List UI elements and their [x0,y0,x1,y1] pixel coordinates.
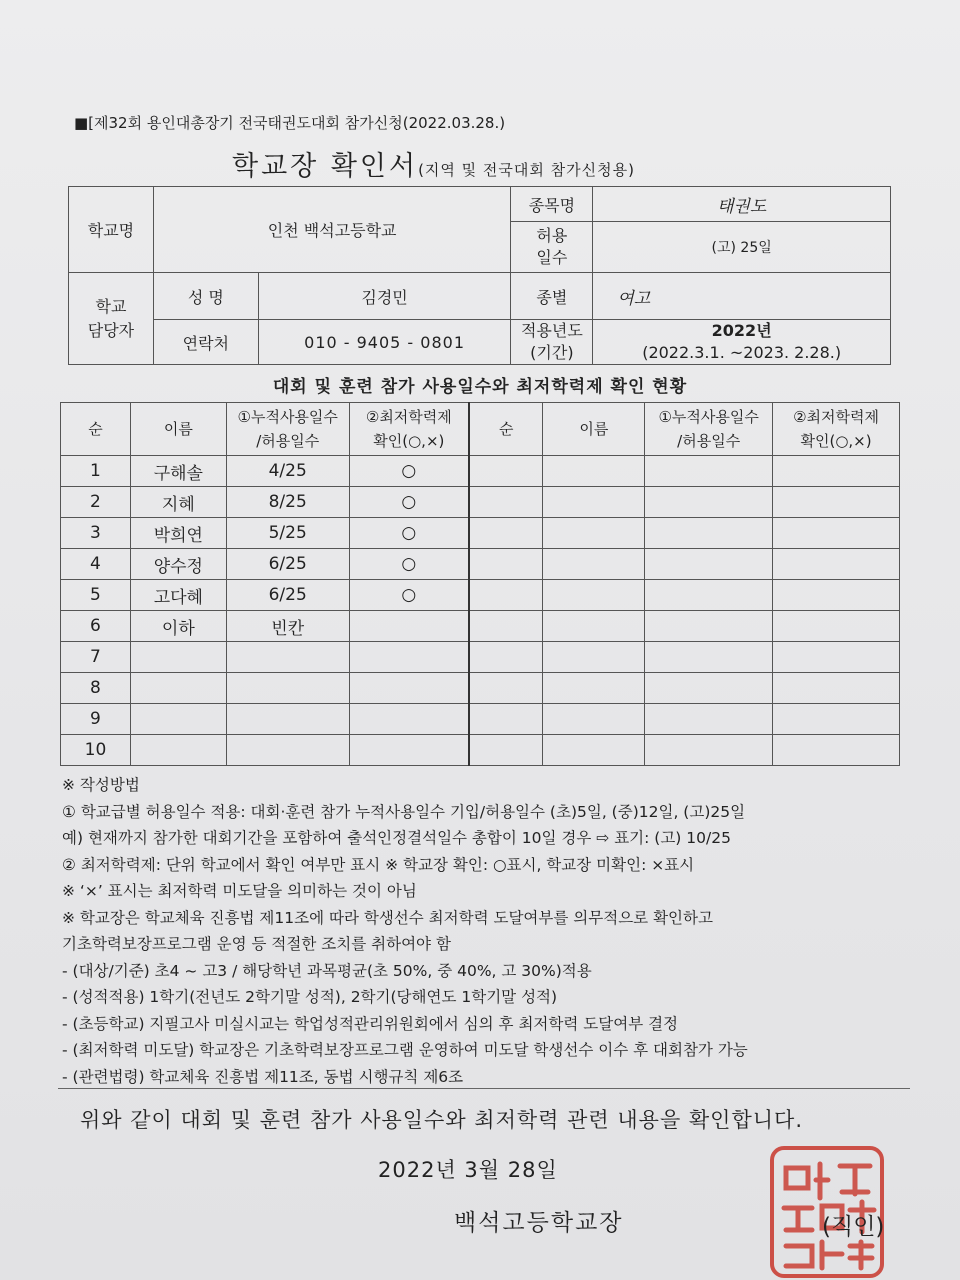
row-name: 지혜 [130,487,226,518]
row-no: 7 [61,642,131,673]
row-no-right [469,673,543,704]
row-days [226,673,349,704]
row-no: 2 [61,487,131,518]
row-days: 5/25 [226,518,349,549]
header-name: 이름 [130,403,226,456]
row-days-right [645,642,773,673]
row-no-right [469,549,543,580]
event-label: 종목명 [511,187,593,222]
row-name-right [543,673,645,704]
title-main: 학교장 확인서 [232,151,419,182]
contact-group-label: 학교 담당자 [69,273,154,365]
row-days [226,704,349,735]
row-no-right [469,611,543,642]
row-name-right [543,549,645,580]
row-no: 6 [61,611,131,642]
row-check [349,735,469,766]
row-check [349,704,469,735]
row-name-right [543,611,645,642]
row-name [130,642,226,673]
allowed-days-value: (고) 25일 [593,222,891,273]
category-label: 종별 [511,273,593,320]
allowed-days-label: 허용 일수 [511,222,593,273]
table-row [61,487,900,518]
row-check: ○ [349,518,469,549]
row-check [349,673,469,704]
row-no-right [469,642,543,673]
row-no-right [469,487,543,518]
note-line: - (관련법령) 학교체육 진흥법 제11조, 동법 시행규칙 제6조 [62,1067,464,1086]
name-value: 김경민 [258,273,511,320]
header-check-right: ②최저학력제 확인(○,×) [773,403,900,456]
title-sub: (지역 및 전국대회 참가신청용) [418,161,635,179]
phone-label: 연락처 [153,320,258,365]
row-check-right [773,735,900,766]
row-days-right [645,518,773,549]
row-days [226,735,349,766]
row-days-right [645,704,773,735]
header-days: ①누적사용일수 /허용일수 [226,403,349,456]
table-row [61,611,900,642]
row-name [130,704,226,735]
info-table [68,186,891,365]
row-name: 고다혜 [130,580,226,611]
school-value: 인천 백석고등학교 [153,187,511,273]
participation-table-body [61,403,900,766]
row-name: 구해솔 [130,456,226,487]
row-days [226,642,349,673]
note-line: ① 학교급별 허용일수 적용: 대회·훈련 참가 누적사용일수 기입/허용일수 (초)5일, (중)12일, (고)25일 [62,802,746,821]
table-row [61,456,900,487]
row-days-right [645,611,773,642]
note-line: - (초등학교) 지필고사 미실시교는 학업성적관리위원회에서 심의 후 최저학력 도달여부 결정 [62,1014,679,1033]
period-value: (2022.3.1. ~2023. 2.28.) [642,343,842,362]
row-no-right [469,580,543,611]
row-no-right [469,704,543,735]
writing-instructions [62,772,748,1090]
row-days-right [645,487,773,518]
row-no-right [469,735,543,766]
header-no-right: 순 [469,403,543,456]
row-days-right [645,735,773,766]
name-label: 성 명 [153,273,258,320]
document-title [232,144,635,183]
phone-value: 010 - 9405 - 0801 [258,320,511,365]
row-check: ○ [349,580,469,611]
table-row [61,518,900,549]
note-line: ※ 작성방법 [62,776,140,794]
header-note: ■[제32회 용인대총장기 전국태권도대회 참가신청(2022.03.28.) [74,114,506,132]
table-row [61,673,900,704]
header-days-right: ①누적사용일수 /허용일수 [645,403,773,456]
row-check-right [773,580,900,611]
row-name-right [543,487,645,518]
row-name: 이하 [130,611,226,642]
row-name-right [543,735,645,766]
seal-mark: (직인) [822,1214,885,1240]
table-row [61,735,900,766]
participation-table [60,402,900,766]
table-row [61,642,900,673]
note-line: - (대상/기준) 초4 ~ 고3 / 해당학년 과목평균(초 50%, 중 40%, 고 30%)적용 [62,961,592,980]
row-name-right [543,518,645,549]
note-line: - (성적적용) 1학기(전년도 2학기말 성적), 2학기(당해연도 1학기말 성적) [62,988,558,1006]
year-label: 적용년도 (기간) [511,320,593,365]
row-name [130,735,226,766]
note-line: ※ 학교장은 학교체육 진흥법 제11조에 따라 학생선수 최저학력 도달여부를 의무적으로 확인하고 [62,908,713,927]
row-no: 4 [61,549,131,580]
table-header-row [61,403,900,456]
header-no: 순 [61,403,131,456]
row-days: 4/25 [226,456,349,487]
row-no: 1 [61,456,131,487]
row-days-right [645,580,773,611]
row-days: 6/25 [226,549,349,580]
year-cell [593,320,891,365]
row-check [349,642,469,673]
table-row [61,549,900,580]
row-days-right [645,549,773,580]
header-name-right: 이름 [543,403,645,456]
section-title: 대회 및 훈련 참가 사용일수와 최저학력제 확인 현황 [272,377,688,397]
confirmation-date: 2022년 3월 28일 [378,1158,558,1182]
row-check-right [773,611,900,642]
row-check-right [773,549,900,580]
row-no: 8 [61,673,131,704]
row-no-right [469,518,543,549]
note-line: ② 최저학력제: 단위 학교에서 확인 여부만 표시 ※ 학교장 확인: ○표시, 학교장 미확인: ×표시 [62,855,695,874]
row-check: ○ [349,487,469,518]
row-check: ○ [349,456,469,487]
row-no: 5 [61,580,131,611]
row-no: 9 [61,704,131,735]
note-line: 기초학력보장프로그램 운영 등 적절한 조치를 취하여야 함 [62,935,451,953]
table-row [61,704,900,735]
row-check-right [773,704,900,735]
note-line: ※ ‘×’ 표시는 최저학력 미도달을 의미하는 것이 아님 [62,882,417,900]
row-name-right [543,642,645,673]
row-check: ○ [349,549,469,580]
row-days-right [645,456,773,487]
divider [58,1088,910,1089]
row-no-right [469,456,543,487]
row-check-right [773,456,900,487]
row-no: 10 [61,735,131,766]
row-check-right [773,518,900,549]
row-name: 박희연 [130,518,226,549]
row-name-right [543,456,645,487]
year-value: 2022년 [711,321,772,340]
row-no: 3 [61,518,131,549]
row-name: 양수정 [130,549,226,580]
row-name [130,673,226,704]
row-days-right [645,673,773,704]
row-check-right [773,673,900,704]
table-row [61,580,900,611]
row-check-right [773,487,900,518]
school-label: 학교명 [69,187,154,273]
row-days: 6/25 [226,580,349,611]
header-check: ②최저학력제 확인(○,×) [349,403,469,456]
row-days: 빈칸 [226,611,349,642]
row-check [349,611,469,642]
row-name-right [543,704,645,735]
note-line: 예) 현재까지 참가한 대회기간을 포함하여 출석인정결석일수 총합이 10일 경우 ⇨ 표기: (고) 10/25 [62,829,731,847]
row-check-right [773,642,900,673]
notes-list [62,772,748,1090]
confirmation-statement: 위와 같이 대회 및 훈련 참가 사용일수와 최저학력 관련 내용을 확인합니다. [80,1108,804,1132]
row-name-right [543,580,645,611]
category-value: 여고 [593,273,891,320]
principal-signature: 백석고등학교장 [454,1210,624,1236]
row-days: 8/25 [226,487,349,518]
event-value: 태권도 [593,187,891,222]
note-line: - (최저학력 미도달) 학교장은 기초학력보장프로그램 운영하여 미도달 학생선수 이수 후 대회참가 가능 [62,1041,748,1059]
